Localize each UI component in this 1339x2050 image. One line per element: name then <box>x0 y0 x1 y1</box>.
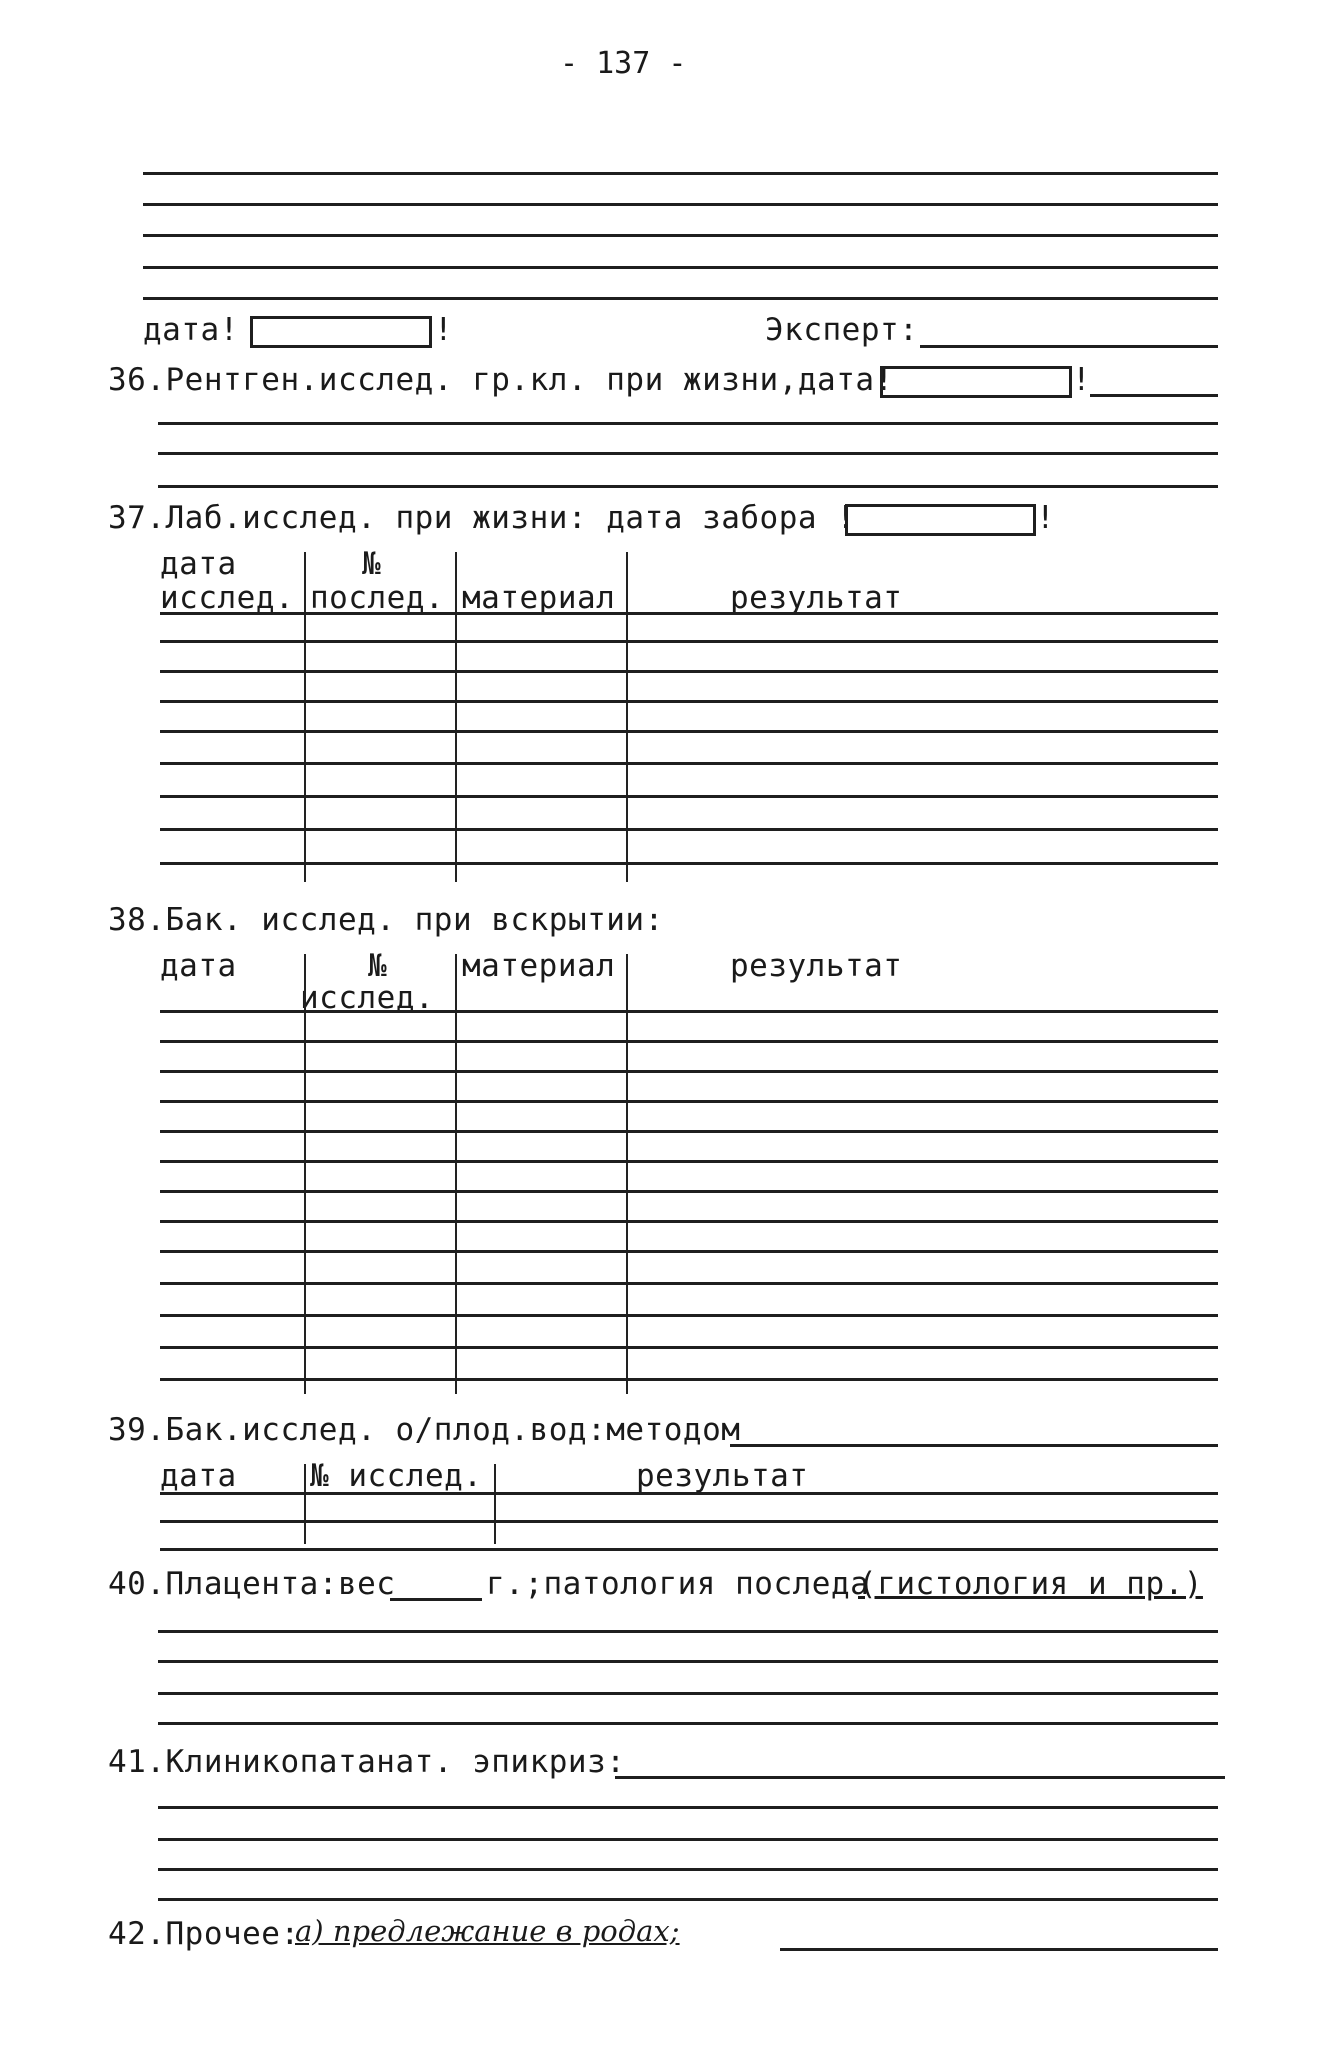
item38-header-date: дата <box>160 948 237 984</box>
item40-weight-field[interactable] <box>390 1598 482 1601</box>
item39-header-number: № исслед. <box>310 1458 483 1494</box>
item36-line[interactable] <box>158 452 1218 455</box>
item38-header-research: исслед. <box>300 980 435 1016</box>
expert-field[interactable] <box>920 345 1218 348</box>
item36-close: ! <box>1072 362 1092 398</box>
item39-method-field[interactable] <box>730 1444 1218 1447</box>
item38-header-number: № <box>368 948 388 984</box>
page-number: - 137 - <box>560 46 687 81</box>
item36-label: 36.Рентген.исслед. гр.кл. при жизни,дата! <box>108 362 894 398</box>
expert-label: Эксперт: <box>765 312 919 348</box>
item42-handwritten-note: а) предлежание в родах; <box>295 1914 680 1948</box>
item40-label-histology: (гистология и пр.) <box>858 1566 1203 1602</box>
item36-date-field[interactable] <box>880 366 1072 398</box>
item37-close: ! <box>1036 500 1056 536</box>
item42-label: 42.Прочее: <box>108 1916 300 1952</box>
item40-label-weight: 40.Плацента:вес <box>108 1566 396 1602</box>
item36-line[interactable] <box>158 422 1218 425</box>
item37-header-sequence: послед. <box>310 580 445 616</box>
item39-label: 39.Бак.исслед. о/плод.вод:методом <box>108 1412 741 1448</box>
date-field[interactable] <box>250 316 432 348</box>
item37-header-number: № <box>362 546 382 582</box>
item41-field[interactable] <box>615 1776 1225 1779</box>
item38-header-result: результат <box>730 948 903 984</box>
item39-header-date: дата <box>160 1458 237 1494</box>
item37-label: 37.Лаб.исслед. при жизни: дата забора ! <box>108 500 856 536</box>
item39-header-result: результат <box>636 1458 809 1494</box>
item42-field[interactable] <box>780 1948 1218 1951</box>
date-label: дата! <box>143 312 239 348</box>
item37-header-date: дата <box>160 546 237 582</box>
item40-label-pathology: г.;патология последа <box>486 1566 870 1602</box>
item36-line[interactable] <box>158 485 1218 488</box>
item37-header-result: результат <box>730 580 903 616</box>
item37-header-material: материал <box>462 580 616 616</box>
item37-date-field[interactable] <box>845 504 1036 536</box>
item37-header-research: исслед. <box>160 580 295 616</box>
item41-label: 41.Клиникопатанат. эпикриз: <box>108 1744 626 1780</box>
item38-header-material: материал <box>462 948 616 984</box>
item38-label: 38.Бак. исслед. при вскрытии: <box>108 902 664 938</box>
date-close: ! <box>434 312 454 348</box>
